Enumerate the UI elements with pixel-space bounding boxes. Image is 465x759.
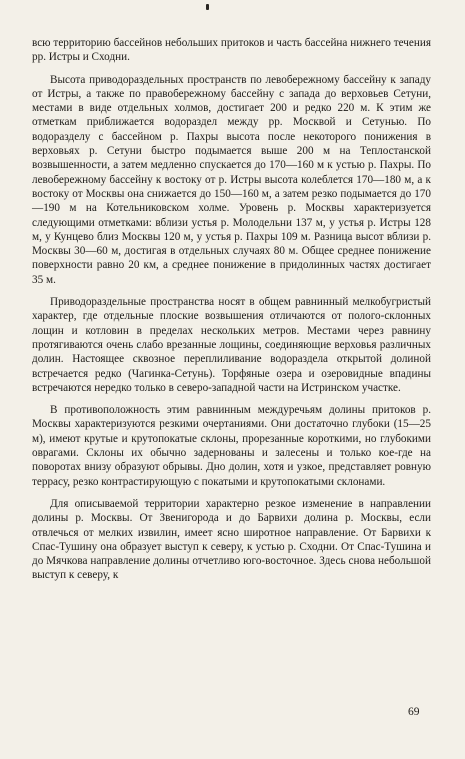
paragraph-elevations: Высота приводораздельных пространств по левобережному бассейну к западу от Истры, а также по правобережному бассейну с запада до верховьев Сетуни, местами в виде отдельных холмов, достигает 200 и редко 220 м. К этим же отметкам приближается водораздел между рр. Москвой и Сетунью. По водоразделу с бассейном р. Пахры высота после некоторого понижения в верховьях р. Сетуни быстро подымается выше 200 м на Теплостанской возвышенности, а затем медленно спускается до 170—160 м к устью р. Пахры. По левобережному бассейну к востоку от р. Истры высота колеблется 170—180 м, а к востоку от Москвы она снижается до 150—160 м, а затем резко подымается до 170—190 м на Котельниковском холме. Уровень р. Москвы характеризуется следующими отметками: вблизи устья р. Молодельни 137 м, у устья р. Истры 128 м, у Кунцево близ Москвы 120 м, у устья р. Пахры 109 м. Разница высот вблизи р. Москвы 30—60 м, достигая в отдельных случаях 80 м. Общее среднее понижение поверхности равно 20 км, а среднее понижение в придолинных частях достигает 35 м. <box>32 73 431 286</box>
paragraph-continuation: всю территорию бассейнов небольших притоков и часть бассейна нижнего течения рр. Истры и Сходни. <box>32 37 431 64</box>
paragraph-moskva-direction: Для описываемой территории характерно резкое изменение в направлении долины р. Москвы. От Звенигорода и до Барвихи долина р. Москвы, если отвлечься от мелких извилин, имеет ясно широтное направление. От Барвихи к Спас-Тушину она образует выступ к северу, к устью р. Сходни. От Спас-Тушина и до Мячкова направление долины отчетливо юго-восточное. Здесь снова небольшой выступ к северу, к <box>32 497 431 582</box>
page-number: 69 <box>408 706 420 718</box>
print-mark <box>206 4 209 10</box>
paragraph-plains: Приводораздельные пространства носят в общем равнинный мелкобугристый характер, где отдельные плоские возвышения отличаются от полого-склонных лощин и котловин в пределах нескольких метров. Местами через равнину протягиваются очень слабо врезанные лощины, соединяющие верховья различных долин. Настоящее сквозное переплиливание водораздела открытой долиной встречается редко (Чагинка-Сетунь). Торфяные озера и озеровидные впадины встречаются нередко только в северо-западной части на Истринском участке. <box>32 296 431 394</box>
paragraph-valleys: В противоположность этим равнинным междуречьям долины притоков р. Москвы характеризуются резкими очертаниями. Они достаточно глубоки (15—25 м), имеют крутые и крутопокатые склоны, прорезанные короткими, но глубокими оврагами. Склоны их обычно задернованы и залесены и только кое-где на поворотах внизу образуют обрывы. Дно долин, хотя и узкое, представляет ровную террасу, резко контрастирующую с покатыми и крутопокатыми склонами. <box>32 404 431 488</box>
